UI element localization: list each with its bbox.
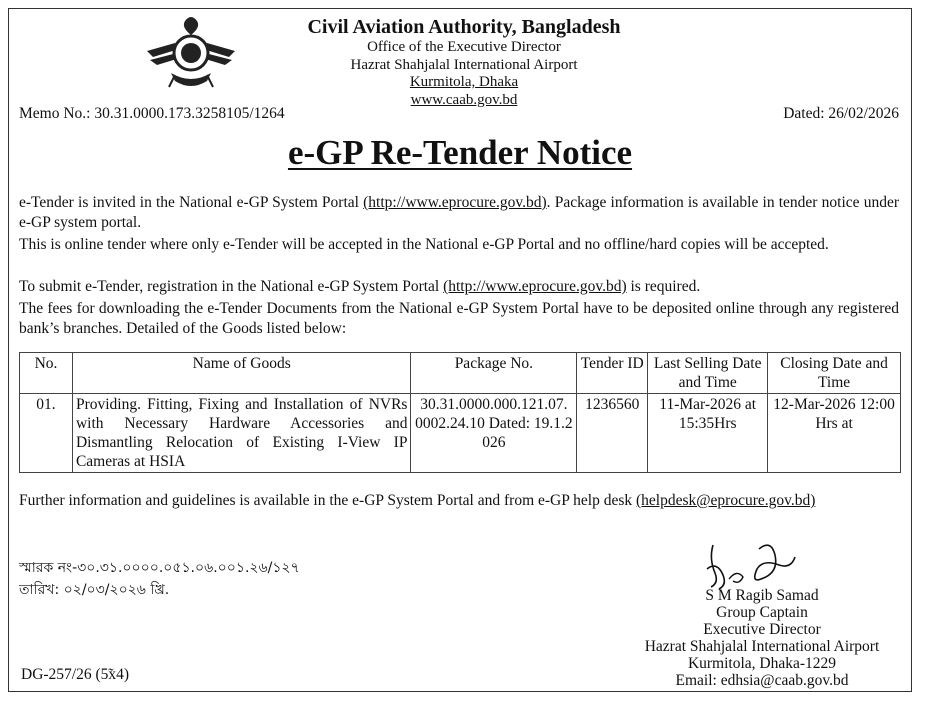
paragraph-fees: The fees for downloading the e-Tender Documents from the National e-GP System Portal have to be deposited online through any registered bank’s branches. Detailed of the Goods listed below: <box>19 300 899 337</box>
signatory-name: S M Ragib Samad <box>705 587 819 604</box>
bangla-date: তারিখ: ০২/০৩/২০২৬ খ্রি. <box>19 582 170 598</box>
cell-name-of-goods: Providing. Fitting, Fixing and Installation of NVRs with Necessary Hardware Accessories and Dismantling Relocation of Existing I-View IP Cameras at HSIA <box>72 394 411 473</box>
paragraph-registration: To submit e-Tender, registration in the National e-GP System Portal (http://www.eprocure.gov.bd) is required. <box>19 278 701 295</box>
paragraph-online-only: This is online tender where only e-Tender will be accepted in the National e-GP Portal and no offline/hard copies will be accepted. <box>19 236 829 253</box>
goods-table <box>19 352 901 473</box>
signatory-designation: Executive Director <box>703 621 821 638</box>
table-header-row <box>20 353 901 394</box>
header-package-no: Package No. <box>411 353 577 394</box>
handwritten-signature <box>699 539 799 593</box>
office-location: Kurmitola, Dhaka <box>409 74 519 90</box>
signatory-email: Email: edhsia@caab.gov.bd <box>675 672 849 689</box>
header-last-selling: Last Selling Date and Time <box>648 353 768 394</box>
signatory-airport: Hazrat Shahjalal International Airport <box>644 638 880 655</box>
memo-date: Dated: 26/02/2026 <box>783 105 899 122</box>
header-closing-date: Closing Date and Time <box>768 353 901 394</box>
airport-name: Hazrat Shahjalal International Airport <box>350 56 578 73</box>
memo-number: Memo No.: 30.31.0000.173.3258105/1264 <box>19 105 285 122</box>
header-name-of-goods: Name of Goods <box>72 353 411 394</box>
cell-no: 01. <box>20 394 73 473</box>
caab-logo-icon <box>145 13 237 95</box>
signatory-rank: Group Captain <box>716 604 808 621</box>
table-row <box>20 394 901 473</box>
cell-package-no: 30.31.0000.000.121.07. 0002.24.10 Dated: 19.1.2026 <box>411 394 577 473</box>
eprocure-link[interactable]: (http://www.eprocure.gov.bd) <box>363 194 547 211</box>
header-no: No. <box>20 353 73 394</box>
cell-tender-id: 1236560 <box>577 394 648 473</box>
notice-title: e-GP Re-Tender Notice <box>287 133 633 172</box>
notice-page <box>8 8 912 692</box>
signatory-block <box>617 587 907 689</box>
office-name: Office of the Executive Director <box>367 39 561 55</box>
cell-closing-date: 12-Mar-2026 12:00 Hrs at <box>768 394 901 473</box>
bangla-memo-number: স্মারক নং-৩০.৩১.০০০০.০৫১.০৬.০০১.২৬/১২৭ <box>19 560 300 576</box>
website-link[interactable]: www.caab.gov.bd <box>410 91 518 108</box>
signatory-address: Kurmitola, Dhaka-1229 <box>687 655 837 672</box>
cell-last-selling: 11-Mar-2026 at 15:35Hrs <box>648 394 768 473</box>
paragraph-invitation: e-Tender is invited in the National e-GP System Portal (http://www.eprocure.gov.bd). Package information is available in tender notice under e-GP system portal. <box>19 194 899 231</box>
header-tender-id: Tender ID <box>577 353 648 394</box>
helpdesk-email-link[interactable]: (helpdesk@eprocure.gov.bd) <box>636 492 816 509</box>
letterhead <box>249 15 679 109</box>
footer-code: DG-257/26 (5̃x4) <box>21 666 130 683</box>
paragraph-further-info: Further information and guidelines is available in the e-GP System Portal and from e-GP help desk (helpdesk@eprocure.gov.bd) <box>19 492 816 509</box>
organization-name: Civil Aviation Authority, Bangladesh <box>307 16 621 38</box>
eprocure-link[interactable]: (http://www.eprocure.gov.bd) <box>443 278 627 295</box>
